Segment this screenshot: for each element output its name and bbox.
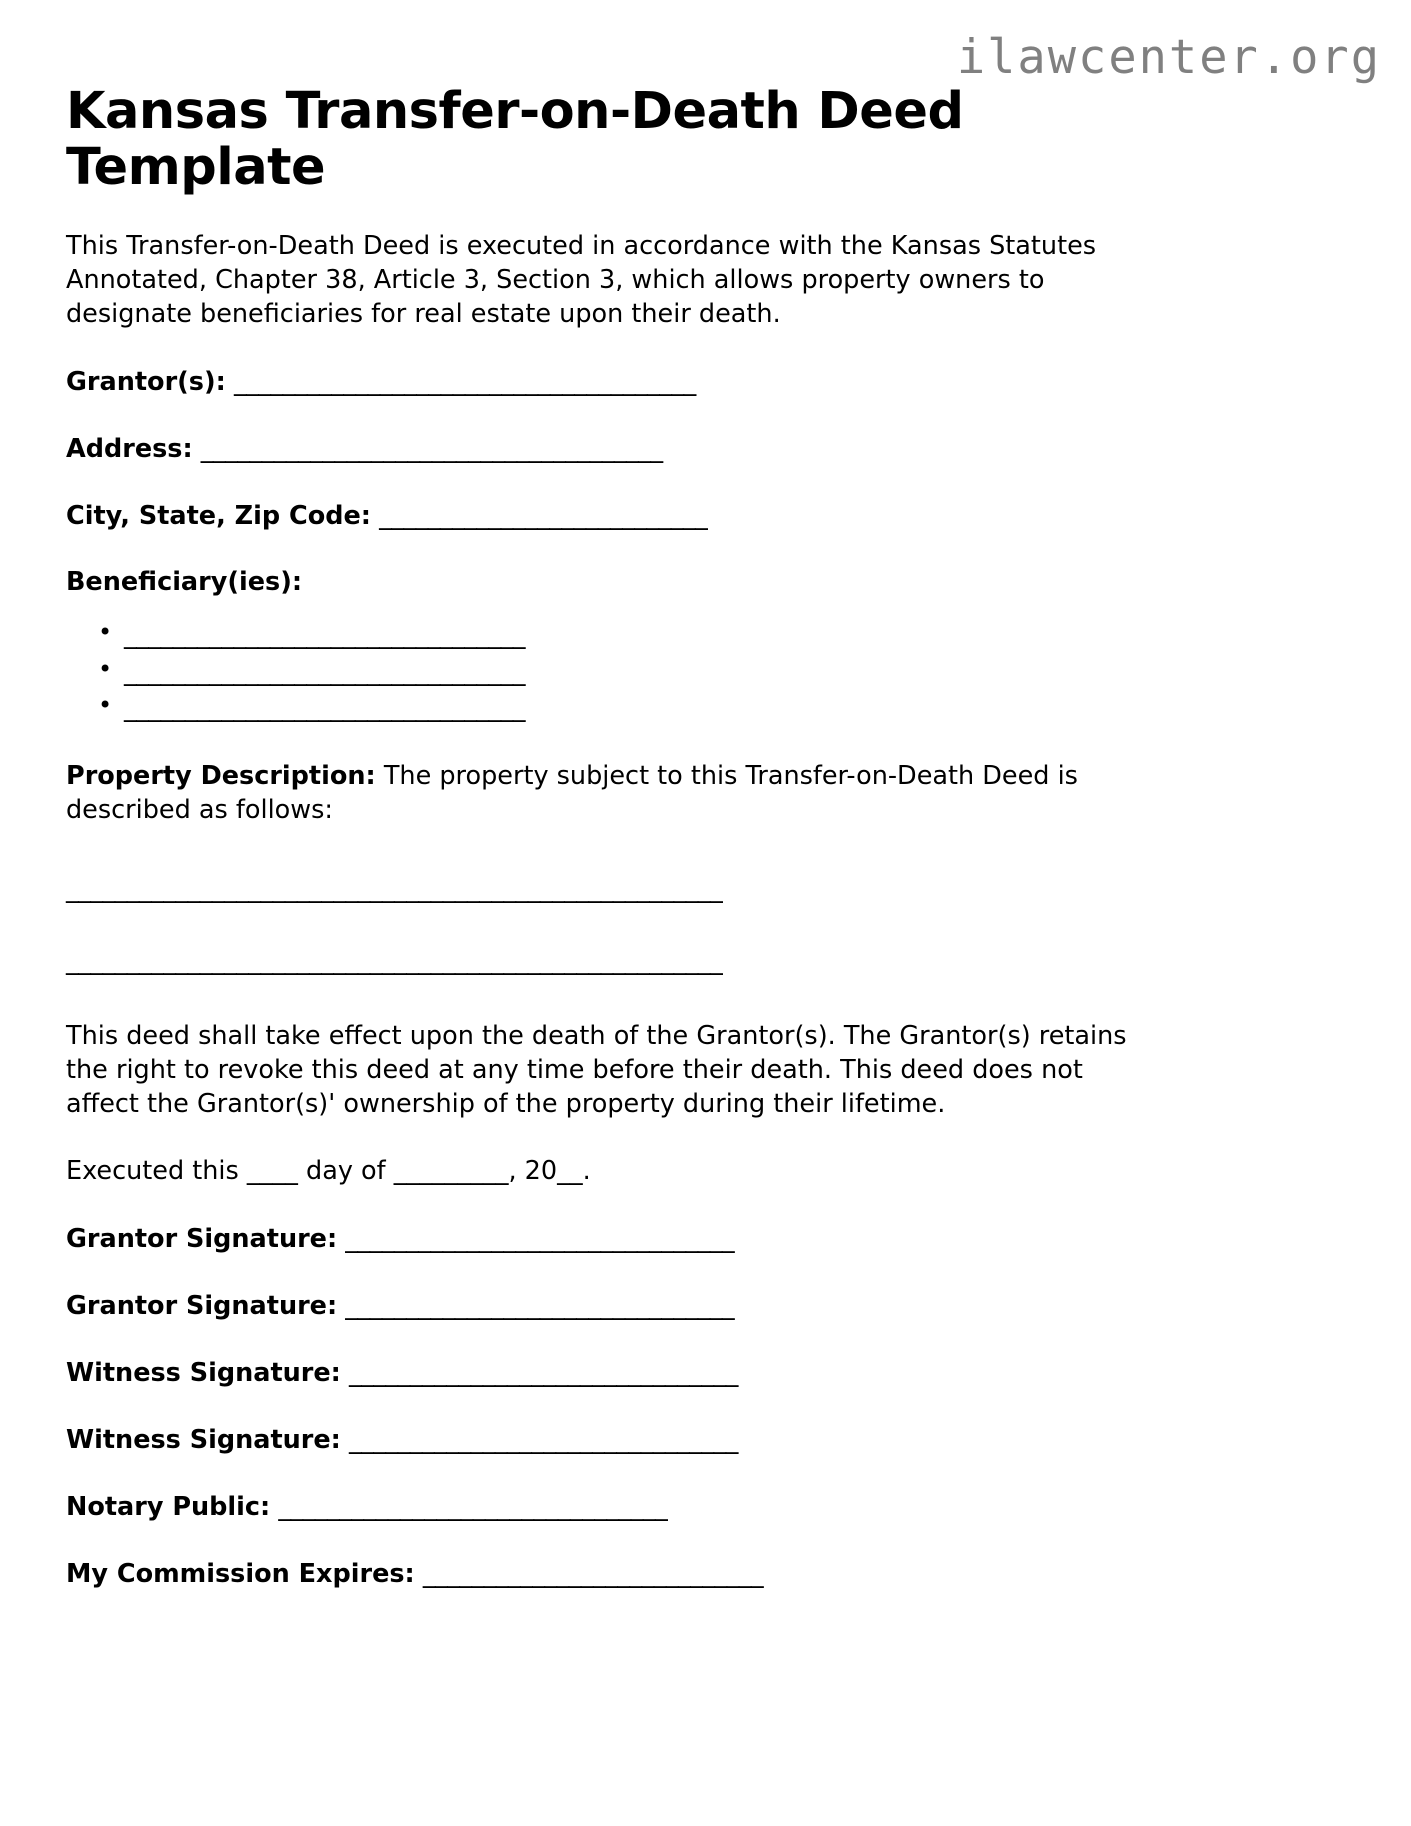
grantor-signature-row-1 (66, 1223, 1186, 1256)
page-title: Kansas Transfer-on-Death Deed Template (66, 82, 964, 198)
commission-expires-blank[interactable]: ____________________________ (422, 1559, 764, 1590)
list-item (124, 690, 1186, 726)
property-description-text: The property subject to this Transfer-on-Death Deed is described as follows: (66, 760, 1078, 825)
witness-signature-label-2: Witness Signature: (66, 1425, 341, 1456)
notary-public-label: Notary Public: (66, 1492, 271, 1523)
city-state-zip-field-row (66, 500, 1186, 533)
commission-expires-row (66, 1558, 1186, 1591)
grantor-signature-label-1: Grantor Signature: (66, 1223, 338, 1254)
address-field-row (66, 433, 1186, 466)
execution-date-line[interactable]: Executed this ____ day of _________, 20__. (66, 1156, 591, 1187)
property-description-blank-1[interactable]: ______________________________________________________ (66, 873, 723, 904)
effect-clause-paragraph: This deed shall take effect upon the death of the Grantor(s). The Grantor(s) retains the right to revoke this deed at any time before their death. This deed does not affect the Grantor(s)' ownership of the property during their lifetime. (66, 1020, 1127, 1119)
notary-public-blank[interactable]: ________________________________ (278, 1492, 668, 1523)
property-description-paragraph (66, 760, 1141, 828)
grantor-field-row (66, 366, 1186, 399)
witness-signature-row-2 (66, 1424, 1186, 1457)
property-description-blank-2[interactable]: ______________________________________________________ (66, 945, 723, 976)
site-watermark: ilawcenter.org (956, 30, 1381, 85)
address-input-blank[interactable]: ______________________________________ (200, 434, 663, 465)
beneficiary-input-blank-1[interactable]: _________________________________ (124, 620, 525, 651)
address-label: Address: (66, 434, 193, 465)
witness-signature-blank-1[interactable]: ________________________________ (348, 1357, 738, 1388)
beneficiary-input-blank-3[interactable]: _________________________________ (124, 692, 525, 723)
witness-signature-blank-2[interactable]: ________________________________ (348, 1425, 738, 1456)
list-item (124, 654, 1186, 690)
city-state-zip-label: City, State, Zip Code: (66, 501, 372, 532)
grantor-input-blank[interactable]: ______________________________________ (233, 366, 696, 397)
property-description-label: Property Description: (66, 760, 376, 791)
commission-expires-label: My Commission Expires: (66, 1559, 415, 1590)
grantor-label: Grantor(s): (66, 366, 226, 397)
beneficiary-list (66, 617, 1186, 726)
beneficiary-input-blank-2[interactable]: _________________________________ (124, 656, 525, 687)
intro-paragraph: This Transfer-on-Death Deed is executed in accordance with the Kansas Statutes Annotated, Chapter 38, Article 3, Section 3, which allows property owners to designate beneficiaries for real estate upon their death. (66, 231, 1097, 329)
grantor-signature-blank-1[interactable]: ________________________________ (345, 1223, 735, 1254)
notary-public-row (66, 1491, 1186, 1524)
document-content (66, 84, 1186, 1591)
list-item (124, 617, 1186, 653)
grantor-signature-label-2: Grantor Signature: (66, 1290, 338, 1321)
grantor-signature-blank-2[interactable]: ________________________________ (345, 1290, 735, 1321)
witness-signature-label-1: Witness Signature: (66, 1357, 341, 1388)
city-state-zip-input-blank[interactable]: ___________________________ (379, 501, 708, 532)
grantor-signature-row-2 (66, 1290, 1186, 1323)
beneficiary-heading: Beneficiary(ies): (66, 567, 303, 598)
witness-signature-row-1 (66, 1357, 1186, 1390)
